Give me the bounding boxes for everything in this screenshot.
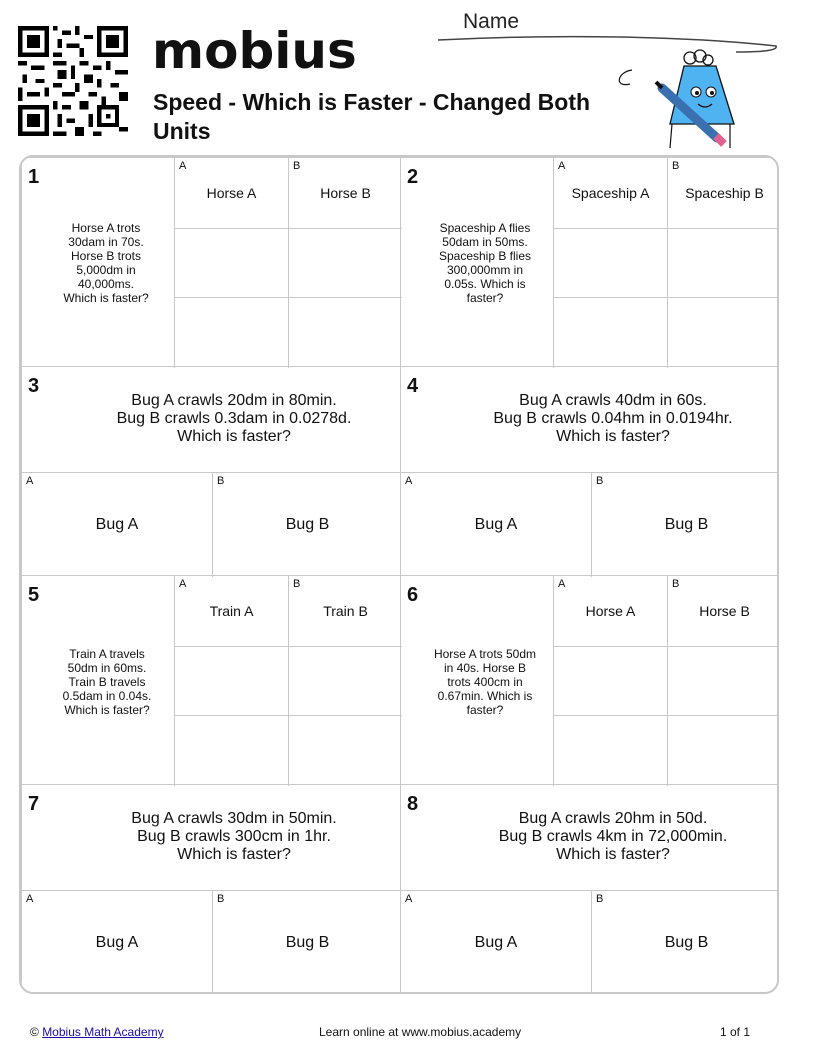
problem-text: [68, 810, 400, 864]
problem-6: [400, 575, 779, 785]
answer-box[interactable]: [667, 297, 779, 368]
answer-box[interactable]: [288, 228, 402, 297]
answer-box[interactable]: [667, 715, 779, 786]
problem-4: [400, 366, 779, 576]
problem-text: [447, 392, 779, 446]
option-label: Bug B: [664, 934, 709, 951]
problem-text: Horse A trots 50dm in 40s. Horse B trots 400cm in 0.67min. Which is faster?: [433, 647, 537, 717]
option-label: Horse B: [320, 185, 371, 201]
qr-code-icon: [18, 26, 128, 136]
problem-line: Bug B crawls 0.04hm in 0.0194hr.: [493, 410, 733, 427]
answer-box[interactable]: [553, 715, 667, 786]
option-a[interactable]: [553, 158, 667, 228]
problem-line: Bug A crawls 30dm in 50min.: [131, 810, 337, 827]
option-b[interactable]: [591, 890, 779, 994]
problem-text: [447, 810, 779, 864]
option-label: Train B: [323, 603, 368, 619]
problem-number: 4: [407, 375, 419, 397]
problem-number: 3: [28, 375, 40, 397]
problem-number: 8: [407, 793, 419, 815]
problem-8: [400, 784, 779, 994]
option-label: Bug A: [474, 934, 518, 951]
option-letter: B: [293, 160, 301, 172]
option-letter: B: [596, 475, 604, 487]
problem-text: Spaceship A flies 50dam in 50ms. Spaceship B flies 300,000mm in 0.05s. Which is faster?: [438, 221, 532, 305]
problem-line: Which is faster?: [556, 428, 670, 445]
answer-box[interactable]: [667, 228, 779, 297]
option-letter: B: [217, 893, 225, 905]
option-label: Horse A: [585, 603, 636, 619]
option-letter: A: [179, 160, 187, 172]
option-a[interactable]: [401, 890, 591, 994]
problem-line: Which is faster?: [556, 846, 670, 863]
option-letter: B: [217, 475, 225, 487]
problem-line: Bug B crawls 0.3dam in 0.0278d.: [116, 410, 352, 427]
answer-box[interactable]: [667, 646, 779, 715]
option-label: Horse B: [699, 603, 750, 619]
problem-5: [21, 575, 401, 785]
problem-line: Bug B crawls 4km in 72,000min.: [498, 828, 728, 845]
option-a[interactable]: [174, 576, 288, 646]
problem-number: 7: [28, 793, 40, 815]
option-b[interactable]: [212, 472, 402, 577]
option-a[interactable]: [553, 576, 667, 646]
option-letter: A: [179, 578, 187, 590]
problem-number: 6: [407, 584, 419, 606]
problem-line: Which is faster?: [177, 846, 291, 863]
option-letter: A: [558, 578, 566, 590]
option-b[interactable]: [667, 576, 779, 646]
option-letter: A: [558, 160, 566, 172]
answer-box[interactable]: [553, 297, 667, 368]
problem-number: 2: [407, 166, 419, 188]
option-letter: A: [26, 475, 34, 487]
page-title: Speed - Which is Faster - Changed Both Units: [153, 89, 591, 144]
option-label: Bug A: [95, 934, 139, 951]
option-label: Bug B: [664, 516, 709, 533]
answer-box[interactable]: [553, 646, 667, 715]
option-b[interactable]: [667, 158, 779, 228]
problem-text: Horse A trots 30dam in 70s. Horse B trots 5,000dm in 40,000ms. Which is faster?: [63, 221, 149, 305]
option-letter: B: [293, 578, 301, 590]
option-letter: B: [672, 160, 680, 172]
problem-line: Bug A crawls 40dm in 60s.: [519, 392, 707, 409]
problem-2: [400, 157, 779, 367]
mascot-character-icon: [612, 48, 742, 156]
option-label: Bug A: [95, 516, 139, 533]
answer-box[interactable]: [553, 228, 667, 297]
problem-line: Bug A crawls 20hm in 50d.: [518, 810, 708, 827]
page-number: 1 of 1: [720, 1025, 751, 1039]
answer-box[interactable]: [174, 646, 288, 715]
option-label: Bug A: [474, 516, 518, 533]
problem-number: 5: [28, 584, 40, 606]
option-letter: A: [405, 475, 413, 487]
footer-center-text: Learn online at www.mobius.academy: [319, 1025, 522, 1039]
brand-logo: mobius: [152, 22, 357, 80]
problem-number: 1: [28, 166, 40, 188]
option-label: Train A: [209, 603, 254, 619]
name-label: Name: [463, 10, 520, 33]
option-letter: A: [26, 893, 34, 905]
option-label: Bug B: [285, 934, 330, 951]
problem-7: [21, 784, 401, 994]
problem-grid: [19, 155, 779, 994]
option-label: Spaceship A: [571, 185, 650, 201]
answer-box[interactable]: [174, 297, 288, 368]
option-b[interactable]: [212, 890, 402, 994]
option-letter: B: [596, 893, 604, 905]
problem-line: Which is faster?: [177, 428, 291, 445]
answer-box[interactable]: [288, 715, 402, 786]
option-b[interactable]: [288, 158, 402, 228]
answer-box[interactable]: [288, 646, 402, 715]
problem-3: [21, 366, 401, 576]
problem-text: [68, 392, 400, 446]
problem-text: Train A travels 50dm in 60ms. Train B travels 0.5dam in 0.04s. Which is faster?: [62, 647, 152, 717]
option-a[interactable]: [174, 158, 288, 228]
answer-box[interactable]: [174, 228, 288, 297]
problem-line: Bug B crawls 300cm in 1hr.: [137, 828, 331, 845]
option-a[interactable]: [401, 472, 591, 577]
option-label: Spaceship B: [685, 185, 764, 201]
answer-box[interactable]: [288, 297, 402, 368]
academy-link[interactable]: Mobius Math Academy: [42, 1025, 164, 1039]
option-letter: A: [405, 893, 413, 905]
option-b[interactable]: [288, 576, 402, 646]
option-letter: B: [672, 578, 680, 590]
option-a[interactable]: [22, 890, 212, 994]
problem-line: Bug A crawls 20dm in 80min.: [131, 392, 337, 409]
option-a[interactable]: [22, 472, 212, 577]
option-b[interactable]: [591, 472, 779, 577]
answer-box[interactable]: [174, 715, 288, 786]
problem-1: [21, 157, 401, 367]
footer-copyright: [30, 1025, 164, 1039]
option-label: Bug B: [285, 516, 330, 533]
option-label: Horse A: [206, 185, 257, 201]
copyright-symbol: ©: [30, 1025, 39, 1039]
